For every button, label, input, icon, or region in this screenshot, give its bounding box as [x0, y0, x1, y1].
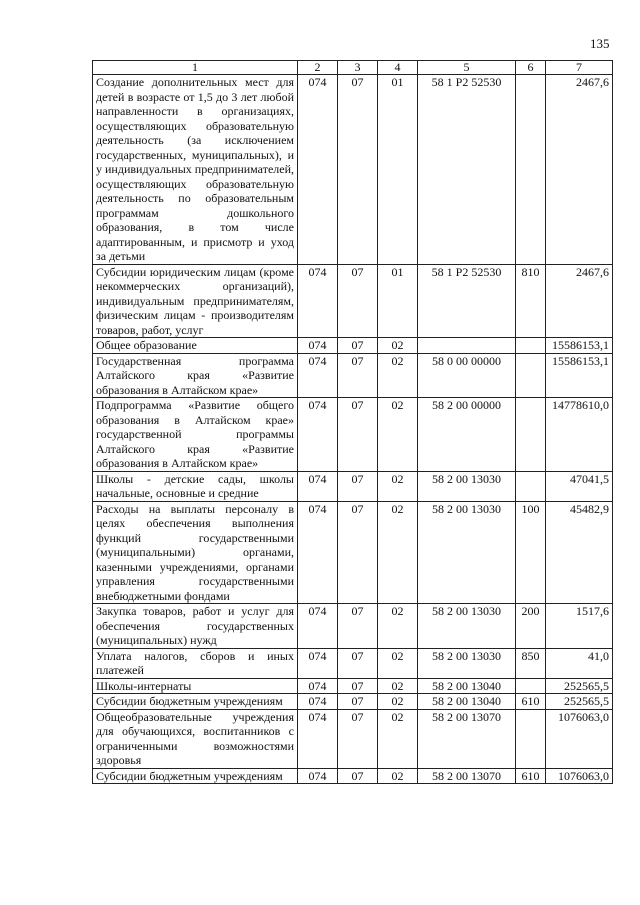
cell-ministry: 074 [298, 694, 338, 710]
cell-ministry: 074 [298, 709, 338, 768]
cell-name: Закупка товаров, работ и услуг для обеспечения государственных (муниципальных) нужд [93, 604, 298, 649]
cell-ministry: 074 [298, 75, 338, 265]
cell-expense: 200 [516, 604, 546, 649]
cell-subsection: 01 [378, 264, 418, 338]
cell-section: 07 [338, 75, 378, 265]
table-row [93, 501, 613, 604]
cell-name: Общеобразовательные учреждения для обучающихся, воспитанников с ограниченными возможностями здоровья [93, 709, 298, 768]
cell-section: 07 [338, 398, 378, 472]
cell-name: Уплата налогов, сборов и иных платежей [93, 648, 298, 678]
cell-subsection: 01 [378, 75, 418, 265]
cell-name: Субсидии юридическим лицам (кроме некоммерческих организаций), индивидуальным предпринимателям, физическим лицам - производителям товаров, работ, услуг [93, 264, 298, 338]
table-row [93, 75, 613, 265]
cell-section: 07 [338, 501, 378, 604]
table-row [93, 694, 613, 710]
column-header: 6 [516, 61, 546, 75]
cell-target: 58 2 00 13070 [418, 768, 516, 784]
cell-ministry: 074 [298, 398, 338, 472]
cell-amount: 252565,5 [546, 694, 613, 710]
table-row [93, 709, 613, 768]
cell-name: Школы-интернаты [93, 678, 298, 694]
cell-subsection: 02 [378, 353, 418, 398]
cell-subsection: 02 [378, 709, 418, 768]
cell-amount: 1076063,0 [546, 709, 613, 768]
cell-expense [516, 338, 546, 354]
cell-ministry: 074 [298, 353, 338, 398]
cell-subsection: 02 [378, 501, 418, 604]
cell-expense: 810 [516, 264, 546, 338]
cell-name: Школы - детские сады, школы начальные, основные и средние [93, 471, 298, 501]
cell-section: 07 [338, 768, 378, 784]
column-header: 1 [93, 61, 298, 75]
cell-subsection: 02 [378, 398, 418, 472]
cell-target: 58 0 00 00000 [418, 353, 516, 398]
table-row [93, 338, 613, 354]
column-header: 7 [546, 61, 613, 75]
cell-subsection: 02 [378, 604, 418, 649]
cell-subsection: 02 [378, 694, 418, 710]
cell-ministry: 074 [298, 678, 338, 694]
cell-amount: 41,0 [546, 648, 613, 678]
cell-amount: 14778610,0 [546, 398, 613, 472]
table-body [93, 75, 613, 784]
cell-section: 07 [338, 648, 378, 678]
column-header: 2 [298, 61, 338, 75]
table-row [93, 471, 613, 501]
cell-amount: 15586153,1 [546, 338, 613, 354]
cell-expense [516, 709, 546, 768]
cell-section: 07 [338, 694, 378, 710]
table-row [93, 768, 613, 784]
column-header: 4 [378, 61, 418, 75]
cell-amount: 252565,5 [546, 678, 613, 694]
cell-name: Государственная программа Алтайского края «Развитие образования в Алтайском крае» [93, 353, 298, 398]
header-row [93, 61, 613, 75]
cell-target: 58 2 00 13070 [418, 709, 516, 768]
cell-expense: 100 [516, 501, 546, 604]
cell-expense [516, 398, 546, 472]
column-header: 5 [418, 61, 516, 75]
cell-ministry: 074 [298, 501, 338, 604]
cell-section: 07 [338, 353, 378, 398]
cell-expense [516, 75, 546, 265]
cell-target: 58 2 00 13040 [418, 694, 516, 710]
table-row [93, 264, 613, 338]
cell-target: 58 2 00 13030 [418, 604, 516, 649]
cell-target: 58 2 00 13030 [418, 501, 516, 604]
cell-section: 07 [338, 678, 378, 694]
cell-section: 07 [338, 338, 378, 354]
cell-target: 58 2 00 13040 [418, 678, 516, 694]
cell-section: 07 [338, 264, 378, 338]
cell-subsection: 02 [378, 678, 418, 694]
cell-expense [516, 353, 546, 398]
cell-name: Подпрограмма «Развитие общего образования в Алтайском крае» государственной программы Алтайского края «Развитие образования в Алтайском крае» [93, 398, 298, 472]
cell-expense: 610 [516, 768, 546, 784]
cell-expense [516, 678, 546, 694]
cell-amount: 1517,6 [546, 604, 613, 649]
column-header: 3 [338, 61, 378, 75]
cell-section: 07 [338, 604, 378, 649]
cell-subsection: 02 [378, 768, 418, 784]
table-row [93, 353, 613, 398]
table-row [93, 648, 613, 678]
cell-target: 58 1 Р2 52530 [418, 75, 516, 265]
cell-subsection: 02 [378, 648, 418, 678]
cell-ministry: 074 [298, 768, 338, 784]
page-number: 135 [590, 36, 610, 51]
table-row [93, 398, 613, 472]
cell-section: 07 [338, 471, 378, 501]
cell-subsection: 02 [378, 471, 418, 501]
cell-expense [516, 471, 546, 501]
cell-target: 58 1 Р2 52530 [418, 264, 516, 338]
cell-ministry: 074 [298, 264, 338, 338]
cell-target: 58 2 00 13030 [418, 471, 516, 501]
cell-subsection: 02 [378, 338, 418, 354]
cell-expense: 850 [516, 648, 546, 678]
cell-amount: 2467,6 [546, 75, 613, 265]
cell-ministry: 074 [298, 338, 338, 354]
cell-ministry: 074 [298, 471, 338, 501]
cell-amount: 2467,6 [546, 264, 613, 338]
cell-target [418, 338, 516, 354]
cell-expense: 610 [516, 694, 546, 710]
cell-target: 58 2 00 13030 [418, 648, 516, 678]
cell-section: 07 [338, 709, 378, 768]
cell-amount: 1076063,0 [546, 768, 613, 784]
cell-name: Создание дополнительных мест для детей в возрасте от 1,5 до 3 лет любой направленности в организациях, осуществляющих образовательную деятельность (за исключением государственных, муниципальных), и у индивидуальных предпринимателей, осуществляющих образовательную деятельность по образовательным программам дошкольного образования, в том числе адаптированным, и присмотр и уход за детьми [93, 75, 298, 265]
table-row [93, 604, 613, 649]
cell-name: Субсидии бюджетным учреждениям [93, 694, 298, 710]
cell-name: Расходы на выплаты персоналу в целях обеспечения выполнения функций государственными (муниципальными) органами, казенными учреждениями, органами управления государственными внебюджетными фондами [93, 501, 298, 604]
cell-amount: 15586153,1 [546, 353, 613, 398]
table-row [93, 678, 613, 694]
cell-ministry: 074 [298, 648, 338, 678]
cell-name: Субсидии бюджетным учреждениям [93, 768, 298, 784]
cell-amount: 47041,5 [546, 471, 613, 501]
cell-ministry: 074 [298, 604, 338, 649]
budget-table [92, 60, 613, 784]
cell-amount: 45482,9 [546, 501, 613, 604]
cell-target: 58 2 00 00000 [418, 398, 516, 472]
cell-name: Общее образование [93, 338, 298, 354]
